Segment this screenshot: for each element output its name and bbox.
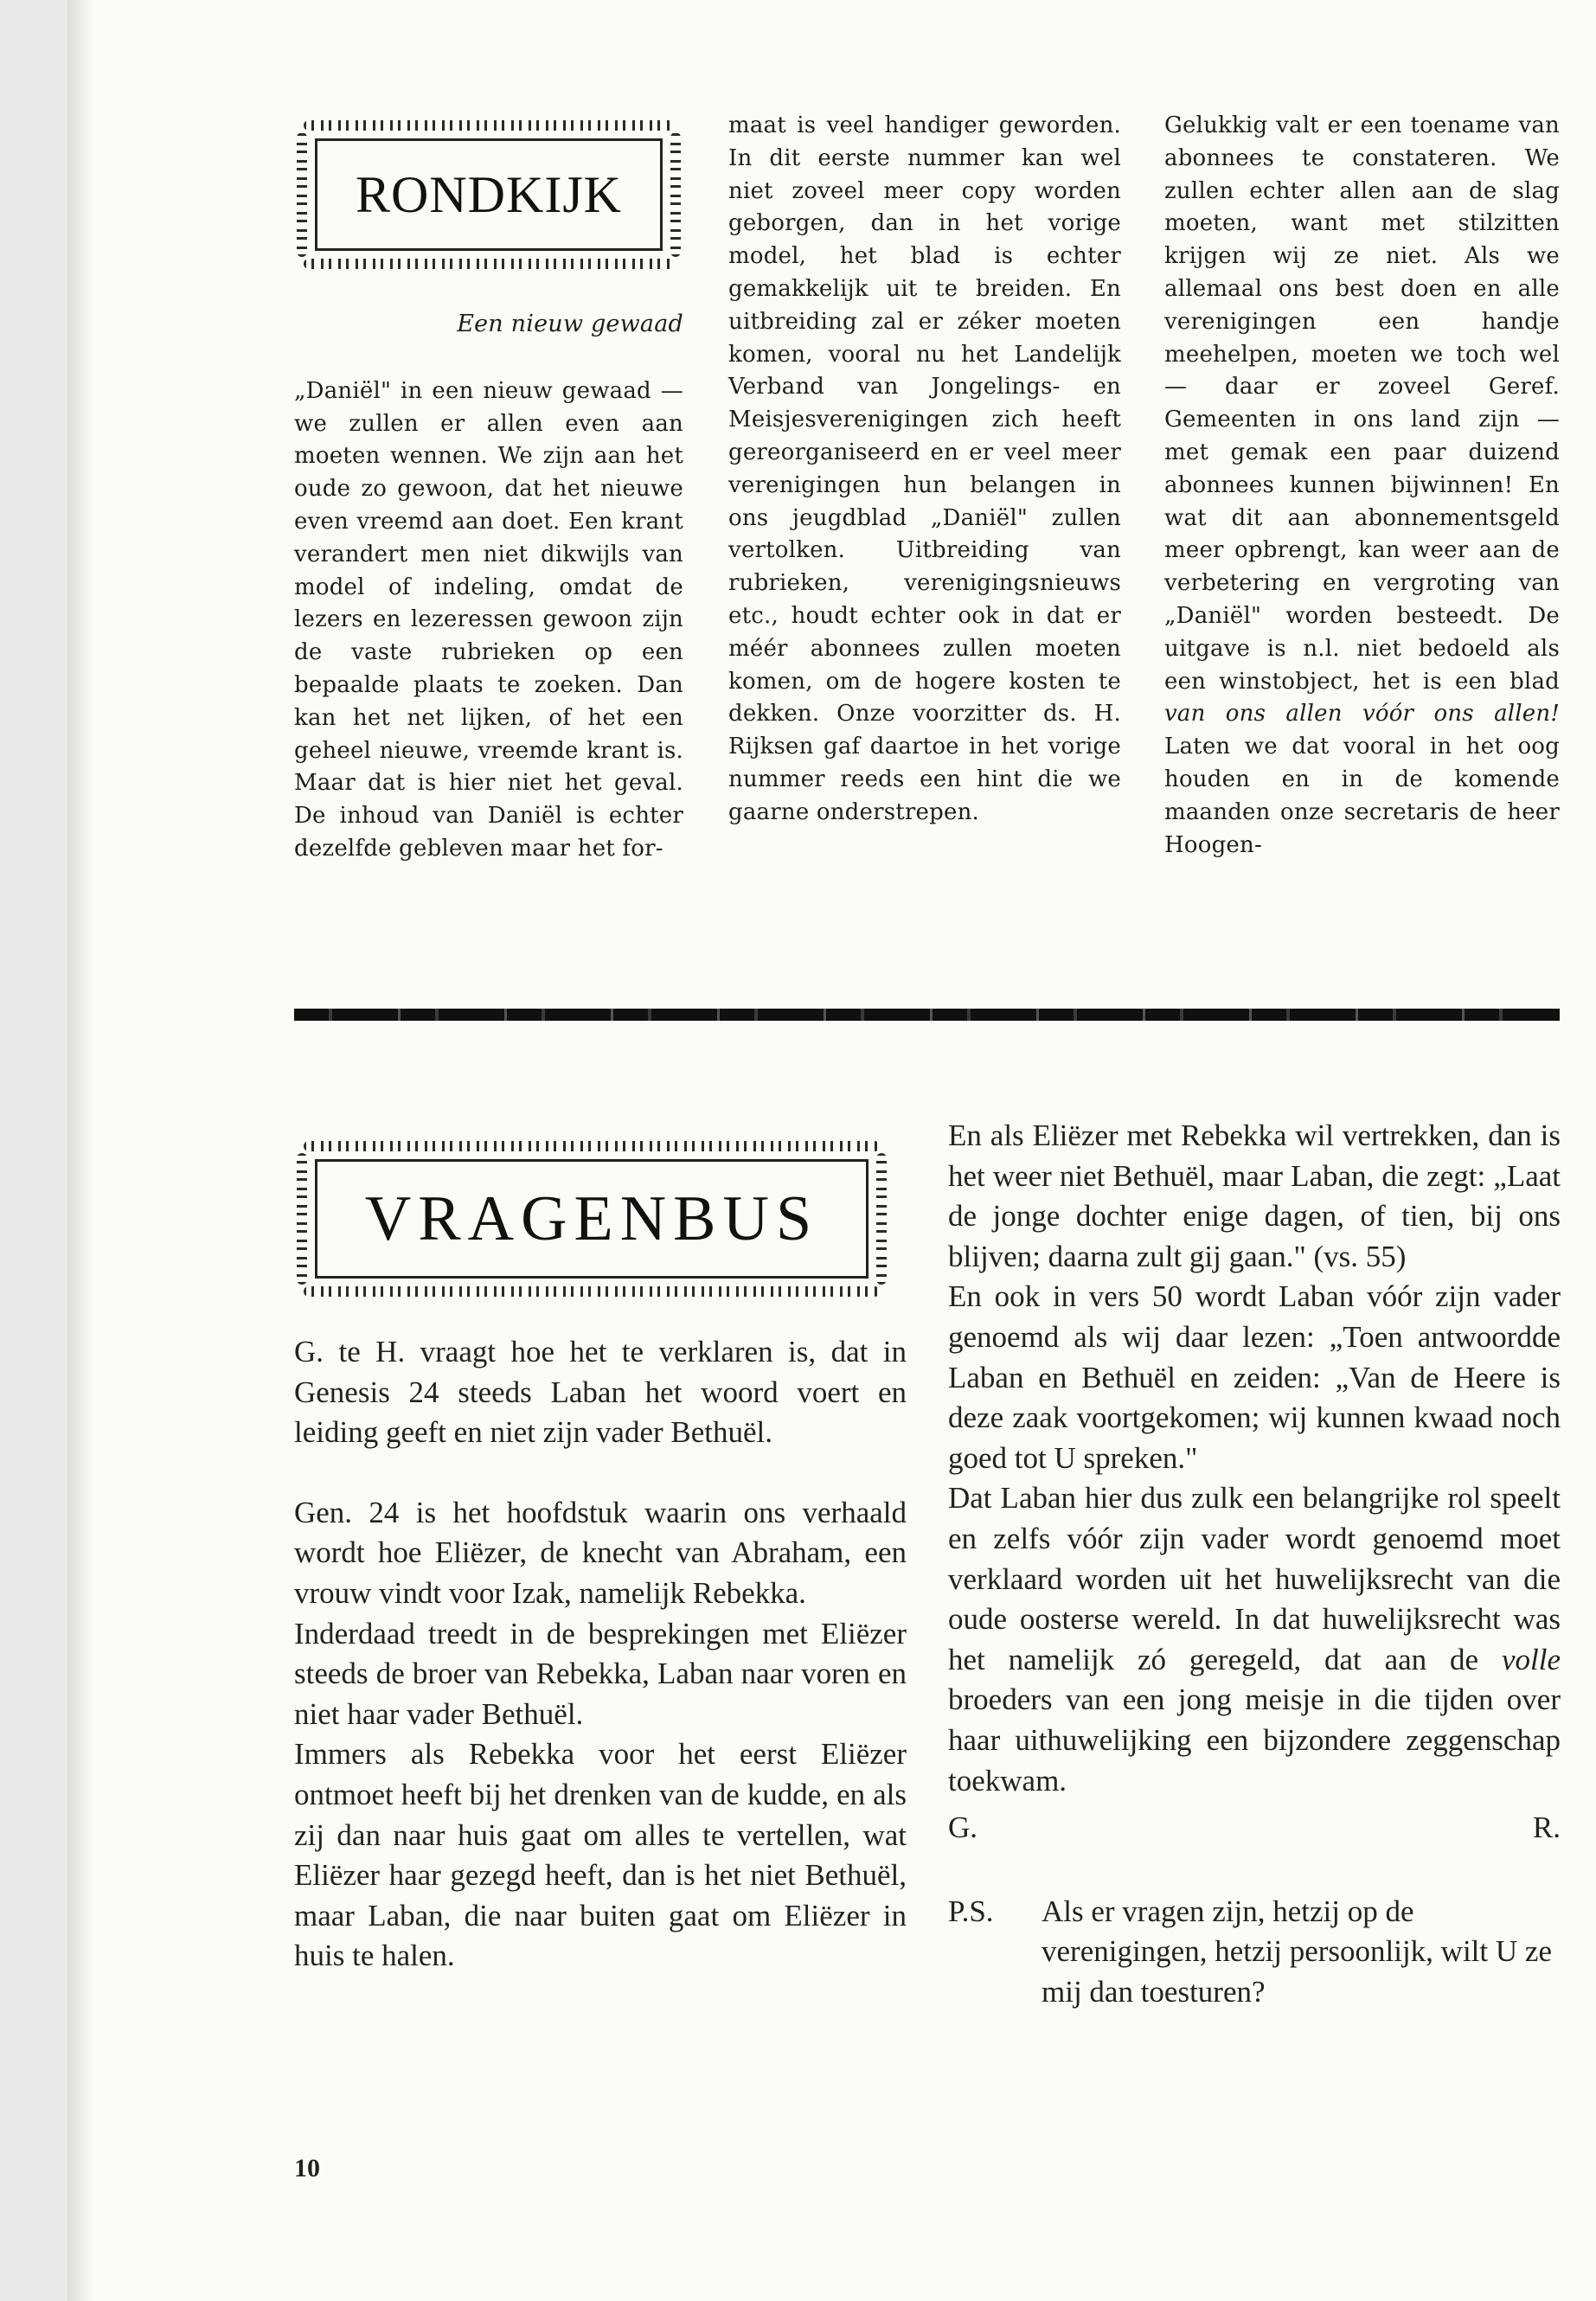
rondkijk-col3-text: Gelukkig valt er een toename van abonnees te constateren. We zullen echter allen aan de slag moeten, want met stilzitten krijgen wij ze niet. Als we allemaal ons best doen en alle verenigingen een handje meehelpen, moeten we toch wel — daar er zoveel Geref. Gemeenten in ons land zijn — met gemak een paar duizend abonnees kunnen bijwinnen! En wat dit aan abonnementsgeld meer opbrengt, kan weer aan de verbetering en vergroting van „Daniël" worden besteedt. De uitgave is n.l. niet bedoeld als een winstobject, het is een blad van ons allen vóór ons allen! Laten we dat vooral in het oog houden en in de komende maanden onze secretaris de heer Hoogen-	[1164, 112, 1560, 858]
vragenbus-italic-volle: volle	[1501, 1642, 1561, 1676]
rondkijk-col2-text: maat is veel handiger geworden. In dit eerste nummer kan wel niet zoveel meer copy worden geborgen, dan in het vorige model, het blad is echter gemakkelijk uit te breiden. En uitbreiding zal er zéker moeten komen, vooral nu het Landelijk Verband van Jongelings- en Meisjesverenigingen zich heeft gereorganiseerd en er veel meer verenigingen hun belangen in ons jeugdblad „Daniël" zullen vertolken. Uitbreiding van rubrieken, verenigingsnieuws etc., houdt echter ook in dat er méér abonnees zullen moeten komen, om de hogere kosten te dekken. Onze voorzitter ds. H. Rijksen gaf daartoe in het vorige nummer reeds een hint die we gaarne onderstrepen.	[728, 112, 1121, 825]
page-number: 10	[294, 2154, 320, 2182]
vragenbus-right-paragraph-1: En als Eliëzer met Rebekka wil vertrekken, dan is het weer niet Bethuël, maar Laban, die zegt: „Laat de jonge dochter enige dagen, of tien, bij ons blijven; daarna zult gij gaan." (vs. 55)	[948, 1118, 1561, 1273]
signature-line	[948, 1808, 1561, 1849]
rondkijk-column-1	[294, 311, 683, 866]
vragenbus-left-paragraph-2: Inderdaad treedt in de besprekingen met Eliëzer steeds de broer van Rebekka, Laban naar voren en niet haar vader Bethuël.	[294, 1616, 907, 1731]
rondkijk-ornamental-frame	[315, 138, 663, 251]
vragenbus-question: G. te H. vraagt hoe het te verklaren is, dat in Genesis 24 steeds Laban het woord voert en leiding geeft en niet zijn vader Bethuël.	[294, 1335, 907, 1450]
postscript	[948, 1892, 1561, 2013]
signature-left: G.	[948, 1811, 978, 1845]
vragenbus-left-column	[294, 1332, 907, 1977]
rondkijk-col3-italic: van ons allen vóór ons allen!	[1164, 701, 1560, 727]
rondkijk-title: RONDKIJK	[356, 165, 622, 223]
rondkijk-col1-text: „Daniël" in een nieuw gewaad — we zullen er allen even aan moeten wennen. We zijn aan het oude zo gewoon, dat het nieuwe even vreemd aan doet. Een krant verandert men niet dikwijls van model of indeling, omdat de lezers en lezeressen gewoon zijn de vaste rubrieken op een bepaalde plaats te zoeken. Dan kan het net lijken, of het een geheel nieuwe, vreemde krant is. Maar dat is hier niet het geval. De inhoud van Daniël is echter dezelfde gebleven maar het for-	[294, 377, 683, 862]
vragenbus-right-paragraph-3: Dat Laban hier dus zulk een belangrijke rol speelt en zelfs vóór zijn vader wordt genoemd moet verklaard worden uit het huwelijksrecht van die oude oosterse wereld. In dat huwelijksrecht was het namelijk zó geregeld, dat aan de volle broeders van een jong meisje in die tijden over haar uithuwelijking een bijzondere zeggenschap toekwam.	[948, 1481, 1561, 1798]
postscript-text: Als er vragen zijn, hetzij op de verenigingen, hetzij persoonlijk, wilt U ze mij dan toesturen?	[1042, 1894, 1552, 2009]
vragenbus-title: VRAGENBUS	[364, 1183, 819, 1254]
vragenbus-right-paragraph-2: En ook in vers 50 wordt Laban vóór zijn vader genoemd als wij daar lezen: „Toen antwoordde Laban en Bethuël en zeiden: „Van de Heere is deze zaak voortgekomen; wij kunnen kwaad noch goed tot U spreken."	[948, 1279, 1561, 1475]
page	[67, 0, 1596, 2301]
vragenbus-right-column	[948, 1116, 1561, 2012]
postscript-label: P.S.	[948, 1894, 994, 1928]
rondkijk-subtitle: Een nieuw gewaad	[457, 311, 683, 337]
vragenbus-left-paragraph-1: Gen. 24 is het hoofdstuk waarin ons verhaald wordt hoe Eliëzer, de knecht van Abraham, een vrouw vindt voor Izak, namelijk Rebekka.	[294, 1495, 907, 1610]
vragenbus-left-paragraph-3: Immers als Rebekka voor het eerst Eliëzer ontmoet heeft bij het drenken van de kudde, en als zij dan naar huis gaat om alles te vertellen, wat Eliëzer haar gezegd heeft, dan is het niet Bethuël, maar Laban, die naar buiten gaat om Eliëzer in huis te halen.	[294, 1737, 907, 1973]
vragenbus-ornamental-frame	[315, 1159, 869, 1279]
signature-right: R.	[1532, 1811, 1561, 1845]
rondkijk-column-3	[1164, 110, 1560, 862]
section-divider	[294, 1009, 1560, 1021]
rondkijk-column-2	[728, 110, 1121, 830]
